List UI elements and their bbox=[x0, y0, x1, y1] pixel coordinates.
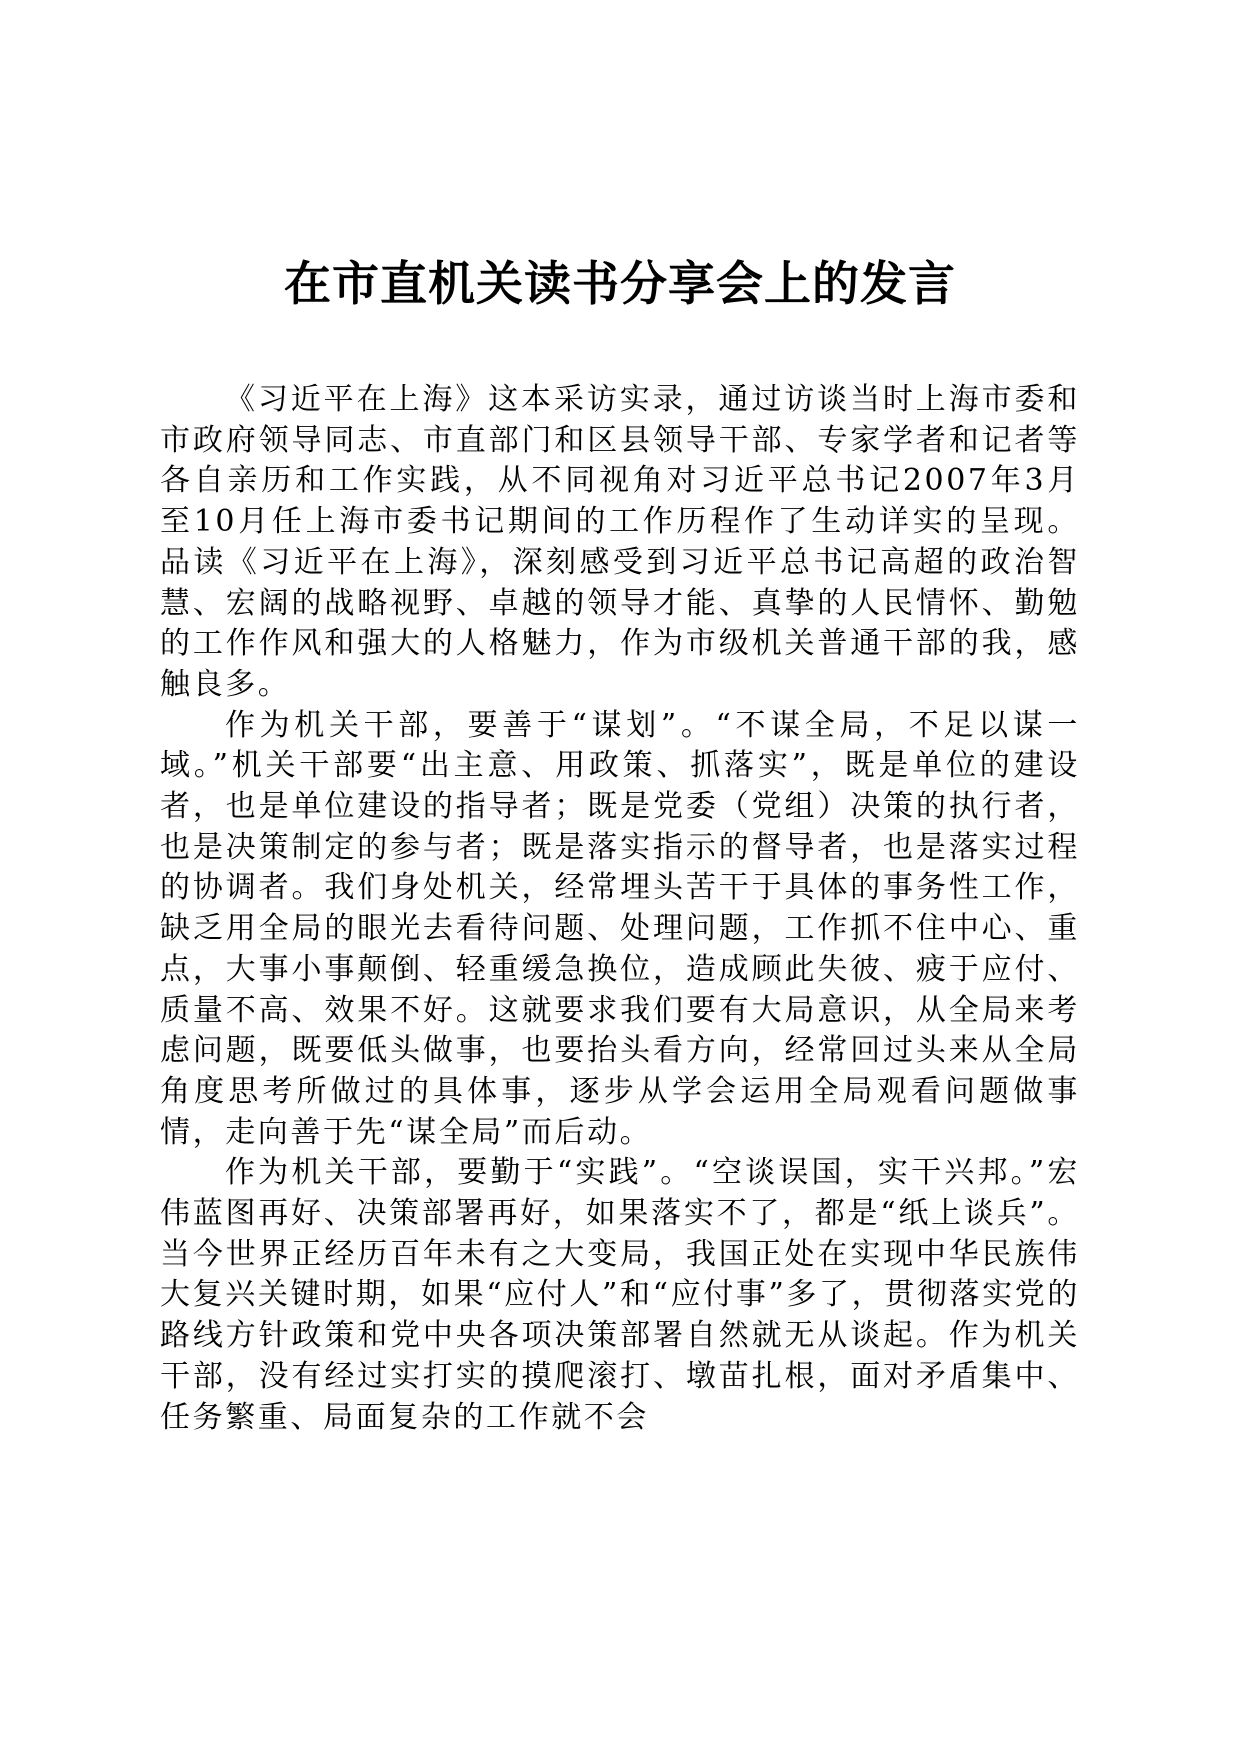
document-title: 在市直机关读书分享会上的发言 bbox=[284, 257, 956, 312]
document-body bbox=[160, 380, 1080, 1438]
paragraph-practice: 作为机关干部，要勤于“实践”。“空谈误国，实干兴邦。”宏伟蓝图再好、决策部署再好，如果落实不了，都是“纸上谈兵”。当今世界正经历百年未有之大变局，我国正处在实现中华民族伟大复兴关键时期，如果“应付人”和“应付事”多了，贯彻落实党的路线方针政策和党中央各项决策部署自然就无从谈起。作为机关干部，没有经过实打实的摸爬滚打、墩苗扎根，面对矛盾集中、任务繁重、局面复杂的工作就不会 bbox=[160, 1155, 1080, 1435]
paragraph-planning: 作为机关干部，要善于“谋划”。“不谋全局，不足以谋一域。”机关干部要“出主意、用政策、抓落实”，既是单位的建设者，也是单位建设的指导者；既是党委（党组）决策的执行者，也是决策制定的参与者；既是落实指示的督导者，也是落实过程的协调者。我们身处机关，经常埋头苦干于具体的事务性工作，缺乏用全局的眼光去看待问题、处理问题，工作抓不住中心、重点，大事小事颠倒、轻重缓急换位，造成顾此失彼、疲于应付、质量不高、效果不好。这就要求我们要有大局意识，从全局来考虑问题，既要低头做事，也要抬头看方向，经常回过头来从全局角度思考所做过的具体事，逐步从学会运用全局观看问题做事情，走向善于先“谋全局”而后动。 bbox=[160, 707, 1080, 1150]
paragraph-intro: 《习近平在上海》这本采访实录，通过访谈当时上海市委和市政府领导同志、市直部门和区县领导干部、专家学者和记者等各自亲历和工作实践，从不同视角对习近平总书记2007年3月至10月任上海市委书记期间的工作历程作了生动详实的呈现。品读《习近平在上海》，深刻感受到习近平总书记高超的政治智慧、宏阔的战略视野、卓越的领导才能、真挚的人民情怀、勤勉的工作作风和强大的人格魅力，作为市级机关普通干部的我，感触良多。 bbox=[160, 382, 1080, 702]
